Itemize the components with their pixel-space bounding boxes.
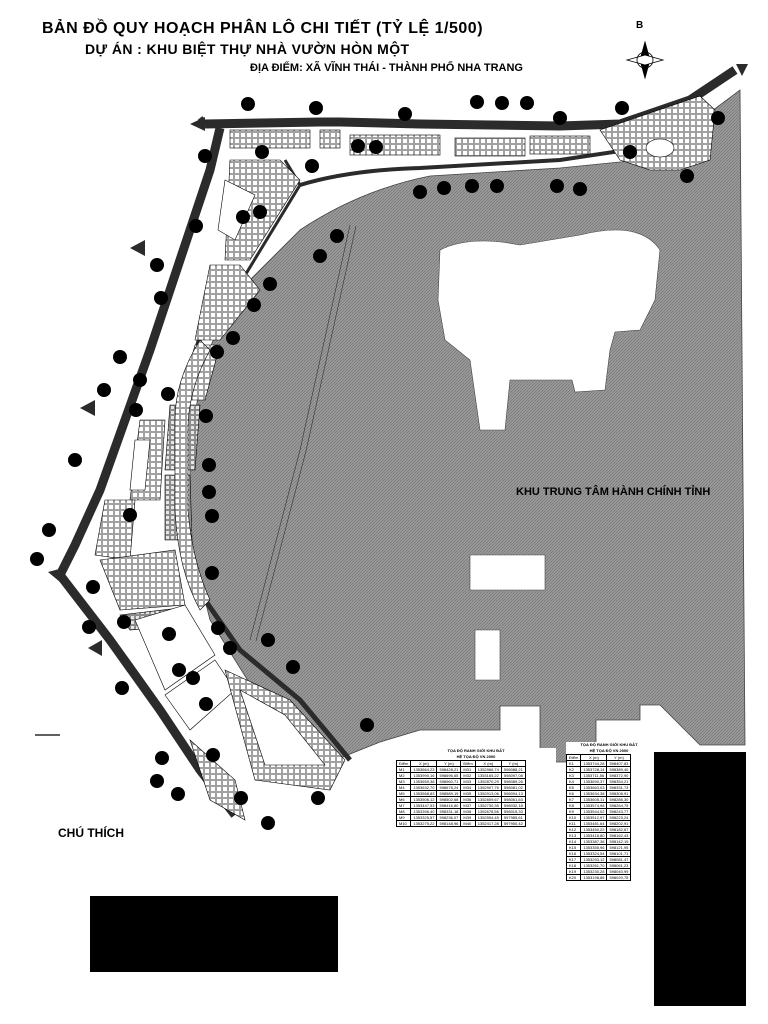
- coord-cell: M8: [397, 809, 411, 815]
- coord-cell: 1353450,22: [581, 827, 607, 833]
- compass-north-label: B: [636, 20, 644, 31]
- coord-cell: 598223,24: [607, 815, 631, 821]
- coord-table-left-grid: [396, 760, 526, 827]
- coord-cell: K12: [567, 827, 581, 833]
- coord-cell: 1353711,56: [581, 773, 607, 779]
- coord-row: [567, 875, 631, 881]
- coord-header-row: [567, 755, 631, 761]
- coord-cell: 1353990,16: [411, 773, 437, 779]
- coord-cell: 1353659,38: [411, 779, 437, 785]
- coord-cell: M2: [397, 773, 411, 779]
- coord-cell: M34: [461, 785, 475, 791]
- coord-cell: 598407,83: [607, 761, 631, 767]
- lower-notch-2: [475, 630, 500, 680]
- coord-cell: M3: [397, 779, 411, 785]
- coord-cell: M37: [461, 803, 475, 809]
- coord-cell: 1353355,96: [581, 845, 607, 851]
- coord-cell: 1353230,28: [581, 869, 607, 875]
- coord-table-right-title: TỌA ĐỘ RANH GIỚI KHU ĐẤT: [580, 742, 638, 747]
- coord-cell: 1353663,03: [581, 785, 607, 791]
- coord-cell: 598264,75: [607, 803, 631, 809]
- coord-cell: 598243,77: [607, 809, 631, 815]
- coord-cell: 598061,63: [501, 797, 525, 803]
- coord-cell: 1352870,29: [475, 779, 501, 785]
- coord-cell: 598088,21: [501, 767, 525, 773]
- map-title: BẢN ĐỒ QUY HOẠCH PHÂN LÔ CHI TIẾT (TỶ LỆ 1/500): [42, 20, 484, 37]
- coord-cell: 598696,65: [437, 773, 461, 779]
- coord-cell: 1353506,12: [411, 797, 437, 803]
- coord-cell: 1353198,86: [581, 875, 607, 881]
- coord-cell: M32: [461, 773, 475, 779]
- coord-cell: 1353664,23: [411, 767, 437, 773]
- coord-cell: 1353418,80: [581, 833, 607, 839]
- coord-cell: K19: [567, 869, 581, 875]
- coord-cell: M9: [397, 815, 411, 821]
- coord-cell: M39: [461, 815, 475, 821]
- coord-cell: 1353574,98: [581, 803, 607, 809]
- coord-cell: M10: [397, 821, 411, 827]
- coord-cell: M40: [461, 821, 475, 827]
- coord-cell: 598101,71: [607, 851, 631, 857]
- coord-cell: K10: [567, 815, 581, 821]
- project-location: ĐỊA ĐIỂM: XÃ VĨNH THÁI - THÀNH PHỐ NHA TRANG: [250, 62, 523, 74]
- coord-cell: 1353632,70: [411, 785, 437, 791]
- coord-cell: K2: [567, 767, 581, 773]
- coord-table-left-title: TỌA ĐỘ RANH GIỚI KHU ĐẤT: [447, 748, 505, 753]
- coord-cell: K11: [567, 821, 581, 827]
- coord-cell: 598389,40: [607, 767, 631, 773]
- coord-cell: K1: [567, 761, 581, 767]
- coord-cell: 1353261,70: [581, 863, 607, 869]
- coord-cell: 1353293,12: [581, 857, 607, 863]
- coord-cell: 598428,21: [437, 767, 461, 773]
- coord-cell: 597985,61: [501, 815, 525, 821]
- coord-cell: 598094,13: [501, 791, 525, 797]
- coord-cell: 598015,33: [501, 809, 525, 815]
- coord-cell: 1353690,37: [581, 779, 607, 785]
- coord-cell: 598097,08: [501, 773, 525, 779]
- coord-cell: 598331,18: [437, 809, 461, 815]
- coord-cell: 598182,67: [607, 827, 631, 833]
- coord-cell: 598089,26: [501, 779, 525, 785]
- coord-cell: K4: [567, 779, 581, 785]
- coord-cell: 1353447,53: [411, 803, 437, 809]
- coord-cell: 598020,75: [607, 875, 631, 881]
- coord-cell: K8: [567, 803, 581, 809]
- coord-header-cell: X (m): [581, 755, 607, 761]
- coord-cell: K3: [567, 773, 581, 779]
- coord-cell: 1353325,57: [411, 815, 437, 821]
- coord-cell: M6: [397, 797, 411, 803]
- coord-cell: 1353396,40: [411, 809, 437, 815]
- coord-cell: 1352809,67: [475, 797, 501, 803]
- coord-cell: 1353728,14: [581, 767, 607, 773]
- coord-cell: 1352417,28: [475, 821, 501, 827]
- coord-table-left-subtitle: HỆ TỌA ĐỘ VN 2000: [456, 754, 496, 759]
- coord-table-right-subtitle: HỆ TỌA ĐỘ VN 2000: [589, 748, 629, 753]
- legend-redaction-block: [90, 896, 338, 972]
- coord-header-cell: Điểm: [461, 761, 475, 767]
- coord-cell: 1352966,74: [475, 767, 501, 773]
- coord-cell: 598236,07: [437, 815, 461, 821]
- coord-cell: 598032,18: [501, 803, 525, 809]
- coord-cell: K13: [567, 833, 581, 839]
- coord-cell: 598308,91: [607, 791, 631, 797]
- coord-cell: 598960,71: [437, 779, 461, 785]
- project-name: DỰ ÁN : KHU BIỆT THỰ NHÀ VƯỜN HÒN MỘT: [85, 41, 410, 57]
- coord-row: [397, 821, 526, 827]
- coord-cell: 1352907,76: [475, 785, 501, 791]
- coord-cell: 598148,96: [437, 821, 461, 827]
- coord-cell: 598589,19: [437, 791, 461, 797]
- coord-cell: M35: [461, 791, 475, 797]
- coord-cell: 1352913,06: [475, 791, 501, 797]
- coord-cell: 598678,24: [437, 785, 461, 791]
- coord-header-cell: Y (m): [501, 761, 525, 767]
- coord-cell: M36: [461, 797, 475, 803]
- right-redaction-block: [654, 752, 746, 1006]
- coord-cell: M5: [397, 791, 411, 797]
- coord-cell: K14: [567, 839, 581, 845]
- compass-icon: [627, 42, 663, 78]
- admin-center-label: KHU TRUNG TÂM HÀNH CHÍNH TỈNH: [516, 486, 711, 498]
- coord-cell: K7: [567, 797, 581, 803]
- coord-cell: 1353275,22: [411, 821, 437, 827]
- coord-cell: K9: [567, 809, 581, 815]
- coord-cell: 598286,30: [607, 797, 631, 803]
- coord-cell: K5: [567, 785, 581, 791]
- coord-cell: 1353387,38: [581, 839, 607, 845]
- coord-cell: 1353544,02: [581, 809, 607, 815]
- coord-cell: 1353568,83: [411, 791, 437, 797]
- coord-cell: 598121,95: [607, 845, 631, 851]
- coord-cell: M33: [461, 779, 475, 785]
- coord-header-cell: Y (m): [437, 761, 461, 767]
- coord-header-cell: X (m): [475, 761, 501, 767]
- coord-cell: 598142,19: [607, 839, 631, 845]
- coord-cell: 1353605,11: [581, 797, 607, 803]
- coord-header-cell: Y (m): [607, 755, 631, 761]
- coord-cell: M4: [397, 785, 411, 791]
- coord-cell: K17: [567, 857, 581, 863]
- coord-cell: 1353634,38: [581, 791, 607, 797]
- coord-cell: 598354,21: [607, 779, 631, 785]
- coord-cell: M1: [397, 767, 411, 773]
- coord-header-cell: Điểm: [567, 755, 581, 761]
- coord-table-right: [566, 742, 652, 881]
- legend-title: CHÚ THÍCH: [58, 826, 124, 840]
- coord-header-cell: X (m): [411, 761, 437, 767]
- coord-cell: 1353324,54: [581, 851, 607, 857]
- coord-cell: 598081,02: [501, 785, 525, 791]
- coord-cell: 598372,90: [607, 773, 631, 779]
- coord-cell: M7: [397, 803, 411, 809]
- coord-cell: K6: [567, 791, 581, 797]
- coord-cell: 597950,42: [501, 821, 525, 827]
- coord-cell: 598162,43: [607, 833, 631, 839]
- coord-cell: 598416,80: [437, 803, 461, 809]
- coord-cell: 598040,99: [607, 869, 631, 875]
- coord-cell: 598202,91: [607, 821, 631, 827]
- coord-table-left: [396, 748, 556, 827]
- coord-table-right-grid: [566, 754, 631, 881]
- coord-cell: 1353512,97: [581, 815, 607, 821]
- coord-cell: 1352730,35: [475, 803, 501, 809]
- coord-cell: 1353744,28: [581, 761, 607, 767]
- coord-cell: 598081,47: [607, 857, 631, 863]
- coord-cell: 598331,73: [607, 785, 631, 791]
- coord-cell: M38: [461, 809, 475, 815]
- coord-cell: K20: [567, 875, 581, 881]
- coord-cell: 1353165,22: [475, 773, 501, 779]
- coord-cell: 598502,68: [437, 797, 461, 803]
- coord-cell: K18: [567, 863, 581, 869]
- lower-notch: [470, 555, 545, 590]
- coord-cell: 1353481,64: [581, 821, 607, 827]
- coord-cell: 598061,23: [607, 863, 631, 869]
- coord-cell: M31: [461, 767, 475, 773]
- coord-header-cell: Điểm: [397, 761, 411, 767]
- coord-cell: K15: [567, 845, 581, 851]
- coord-cell: 1352554,45: [475, 815, 501, 821]
- coord-cell: K16: [567, 851, 581, 857]
- coord-cell: 1352678,56: [475, 809, 501, 815]
